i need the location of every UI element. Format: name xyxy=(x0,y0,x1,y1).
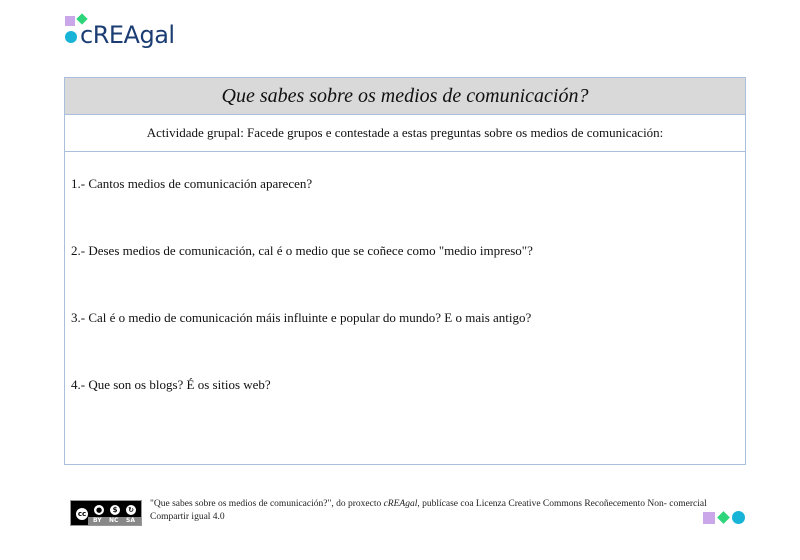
footer-brand-shapes xyxy=(703,510,749,526)
nc-dollar-icon: $ xyxy=(109,504,121,516)
license-footer xyxy=(70,498,750,528)
question-2: 2.- Deses medios de comunicación, cal é o medio que se coñece como "medio impreso"? xyxy=(71,243,533,258)
cc-by-nc-sa-badge xyxy=(70,500,142,526)
credit-license-version: Compartir igual 4.0 xyxy=(150,512,225,522)
worksheet-box xyxy=(64,77,746,465)
credit-text-end: , publícase coa Licenza Creative Commons Recoñecemento Non- comercial xyxy=(417,499,707,509)
by-label: BY xyxy=(93,517,102,524)
footer-circle-shape xyxy=(732,511,745,524)
credit-text-start: "Que sabes sobre os medios de comunicación?", do proxecto xyxy=(150,499,384,509)
worksheet-title: Que sabes sobre os medios de comunicación? xyxy=(65,78,745,115)
footer-square-shape xyxy=(703,512,715,524)
logo-circle-shape xyxy=(65,31,77,43)
logo-text: cREAgal xyxy=(80,21,175,49)
footer-diamond-shape xyxy=(717,511,730,524)
question-4: 4.- Que son os blogs? É os sitios web? xyxy=(71,377,271,392)
worksheet-instructions: Actividade grupal: Facede grupos e contestade a estas preguntas sobre os medios de comunicación: xyxy=(65,115,745,152)
license-credit-text xyxy=(150,498,725,524)
logo-square-shape xyxy=(65,16,75,26)
question-1: 1.- Cantos medios de comunicación aparecen? xyxy=(71,176,313,191)
sa-share-icon: ↻ xyxy=(125,504,137,516)
cc-icon: cc xyxy=(75,507,89,521)
creagal-logo xyxy=(64,14,194,50)
by-person-icon: ● xyxy=(93,504,105,516)
question-3: 3.- Cal é o medio de comunicación máis influinte e popular do mundo? E o mais antigo? xyxy=(71,310,532,325)
nc-label: NC xyxy=(109,517,119,524)
sa-label: SA xyxy=(126,517,135,524)
credit-project-name: cREAgal xyxy=(383,499,418,509)
